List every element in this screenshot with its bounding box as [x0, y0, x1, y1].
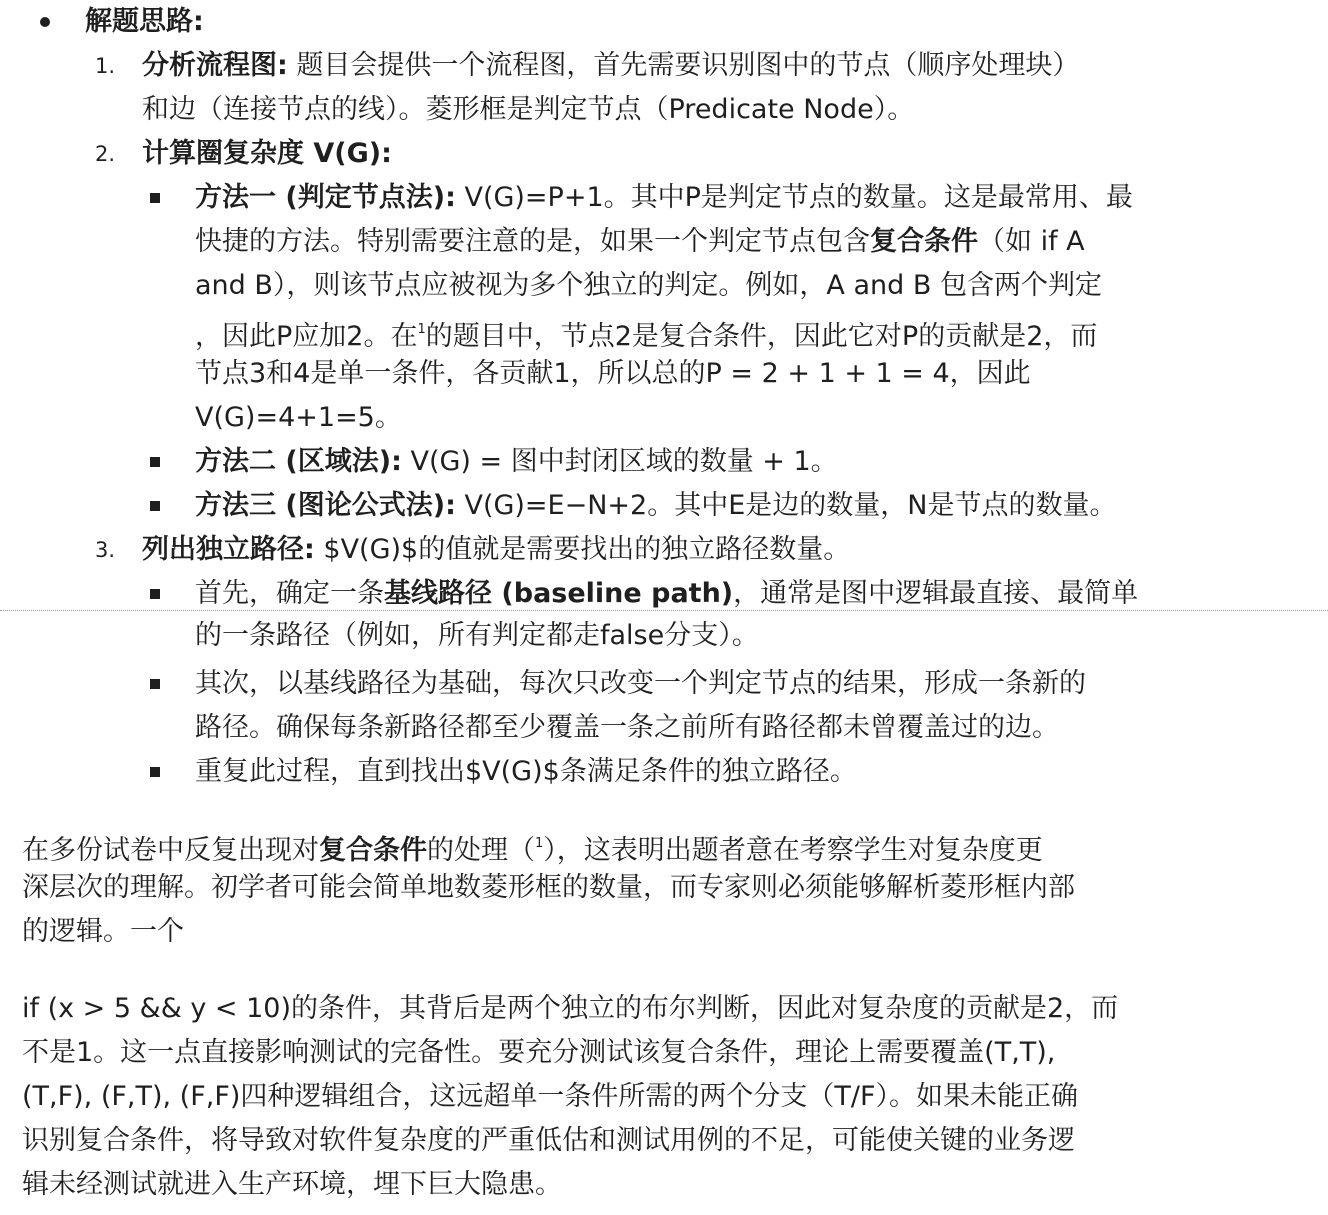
method-1-line-5: 节点3和4是单一条件，各贡献1，所以总的P = 2 + 1 + 1 = 4，因此 [195, 358, 1031, 389]
para1-text-b: 的处理（ [427, 835, 535, 866]
para2-line-5: 辑未经测试就进入生产环境，埋下巨大隐患。 [22, 1169, 562, 1200]
repeat-line: 重复此过程，直到找出$V(G)$条满足条件的独立路径。 [195, 756, 857, 787]
method-3-text: V(G)=E−N+2。其中E是边的数量，N是节点的数量。 [455, 490, 1117, 521]
method-2-title: 方法二 (区域法): [195, 446, 402, 477]
step-3-text: $V(G)$的值就是需要找出的独立路径数量。 [314, 534, 851, 565]
method-1-text-d: ，因此P应加2。在 [195, 321, 418, 352]
method-1-text: V(G)=P+1。其中P是判定节点的数量。这是最常用、最 [455, 182, 1133, 213]
square-bullet-icon [150, 589, 160, 599]
step-number-2: 2. [95, 142, 116, 166]
method-3-title: 方法三 (图论公式法): [195, 490, 456, 521]
para2-line-3: (T,F), (F,T), (F,F)四种逻辑组合，这远超单一条件所需的两个分支（T/F）。如果未能正确 [22, 1081, 1079, 1112]
section-heading: 解题思路: [85, 6, 204, 37]
method-1-text-c: （如 if A [978, 226, 1085, 257]
step-3-title: 列出独立路径: [142, 534, 315, 565]
method-1-text-e: 的题目中，节点2是复合条件，因此它对P的贡献是2，而 [425, 321, 1098, 352]
method-1-line-2 [195, 220, 1085, 264]
method-1-title: 方法一 (判定节点法): [195, 182, 456, 213]
baseline-text-a: 首先，确定一条 [195, 578, 384, 609]
square-bullet-icon [150, 457, 160, 467]
square-bullet-icon [150, 679, 160, 689]
step-1-line-1 [142, 44, 1079, 88]
para1-text-a: 在多份试卷中反复出现对 [22, 835, 319, 866]
bullet-dot-icon [40, 17, 50, 27]
baseline-path-bold: 基线路径 (baseline path) [384, 578, 734, 609]
method-1-line-6: V(G)=4+1=5。 [195, 402, 402, 433]
citation-superscript[interactable]: 1 [417, 322, 426, 337]
para1-bold: 复合条件 [319, 835, 427, 866]
baseline-line-2: 的一条路径（例如，所有判定都走false分支）。 [195, 620, 759, 651]
method-2-text: V(G) = 图中封闭区域的数量 + 1。 [401, 446, 838, 477]
next-path-line-1: 其次，以基线路径为基础，每次只改变一个判定节点的结果，形成一条新的 [195, 668, 1086, 699]
square-bullet-icon [150, 767, 160, 777]
step-1-title: 分析流程图: [142, 50, 288, 81]
step-number-3: 3. [95, 538, 116, 562]
method-1-line-3: and B），则该节点应被视为多个独立的判定。例如，A and B 包含两个判定 [195, 270, 1102, 301]
method-1-text-a: 快捷的方法。特别需要注意的是，如果一个判定节点包含 [195, 226, 870, 257]
step-1-text: 题目会提供一个流程图，首先需要识别图中的节点（顺序处理块） [287, 50, 1080, 81]
square-bullet-icon [150, 193, 160, 203]
square-bullet-icon [150, 501, 160, 511]
para2-line-4: 识别复合条件，将导致对软件复杂度的严重低估和测试用例的不足，可能使关键的业务逻 [22, 1125, 1075, 1156]
compound-condition-bold: 复合条件 [870, 226, 978, 257]
step-1-line-2: 和边（连接节点的线）。菱形框是判定节点（Predicate Node）。 [142, 94, 915, 125]
para1-line-2: 深层次的理解。初学者可能会简单地数菱形框的数量，而专家则必须能够解析菱形框内部 [22, 872, 1075, 903]
step-3-line [142, 528, 850, 572]
method-1-line-1 [195, 176, 1133, 220]
para1-line-3: 的逻辑。一个 [22, 916, 184, 947]
para2-line-2: 不是1。这一点直接影响测试的完备性。要充分测试该复合条件，理论上需要覆盖(T,T), [22, 1037, 1056, 1068]
method-3-line [195, 484, 1117, 528]
next-path-line-2: 路径。确保每条新路径都至少覆盖一条之前所有路径都未曾覆盖过的边。 [195, 712, 1059, 743]
citation-superscript[interactable]: 1 [535, 836, 544, 851]
baseline-text-c: ，通常是图中逻辑最直接、最简单 [733, 578, 1139, 609]
step-2-title: 计算圈复杂度 V(G): [142, 138, 392, 169]
method-2-line [195, 440, 838, 484]
para1-text-c: ），这表明出题者意在考察学生对复杂度更 [543, 835, 1043, 866]
page-divider [0, 610, 1328, 611]
para2-line-1: if (x > 5 && y < 10)的条件，其背后是两个独立的布尔判断，因此对复杂度的贡献是2，而 [22, 993, 1119, 1024]
step-number-1: 1. [95, 54, 116, 78]
